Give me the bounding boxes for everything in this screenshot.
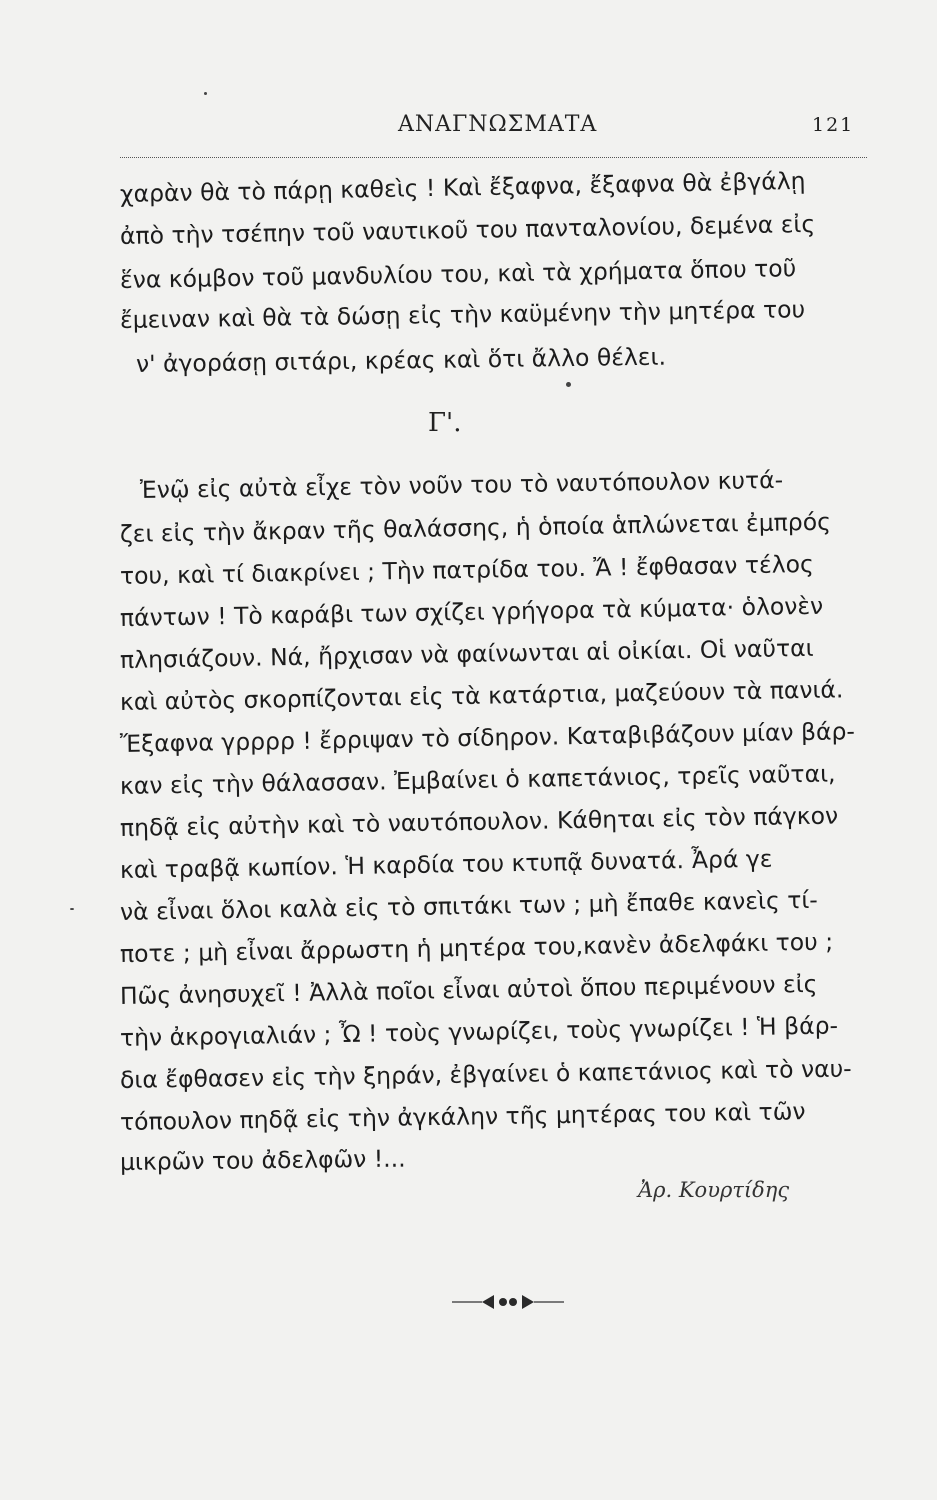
text-line: μικρῶν του ἀδελφῶν !...	[119, 1144, 406, 1176]
print-speck	[70, 908, 74, 910]
text-line: Ἐνῷ εἰς αὐτὰ εἶχε τὸν νοῦν του τὸ ναυτόπουλον κυτά-	[139, 465, 784, 504]
text-line: ἕνα κόμβον τοῦ μανδυλίου του, καὶ τὰ χρήματα ὅπου τοῦ	[119, 254, 797, 294]
text-line: ποτε ; μὴ εἶναι ἄρρωστη ἡ μητέρα του,κανὲν ἀδελφάκι του ;	[119, 927, 834, 968]
text-line: τὴν ἀκρογιαλιάν ; Ὦ ! τοὺς γνωρίζει, τοὺς γνωρίζει ! Ἡ βάρ-	[119, 1011, 839, 1052]
text-line: ν' ἀγοράσῃ σιτάρι, κρέας καὶ ὅτι ἄλλο θέλει.	[135, 342, 667, 378]
text-line: πάντων ! Τὸ καράβι των σχίζει γρήγορα τὰ κύματα· ὁλονὲν	[119, 591, 824, 632]
text-line: ζει εἰς τὴν ἄκραν τῆς θαλάσσης, ἡ ὁποία ἁπλώνεται ἐμπρός	[119, 507, 832, 548]
print-speck	[204, 92, 207, 95]
text-line: καὶ αὐτὸς σκορπίζονται εἰς τὰ κατάρτια, μαζεύουν τὰ πανιά.	[119, 675, 844, 716]
text-line: δια ἔφθασεν εἰς τὴν ξηράν, ἐβγαίνει ὁ καπετάνιος καὶ τὸ ναυ-	[119, 1054, 852, 1094]
ornament-divider	[448, 1285, 568, 1319]
section-heading: Γ'.	[428, 408, 462, 438]
text-line: Ἔξαφνα γρρρρ ! ἔρριψαν τὸ σίδηρον. Καταβιβάζουν μίαν βάρ-	[119, 717, 856, 758]
page-number: 121	[812, 114, 855, 136]
text-line: ἔμειναν καὶ θὰ τὰ δώσῃ εἰς τὴν καϋμένην τὴν μητέρα του	[119, 295, 806, 334]
text-line: Πῶς ἀνησυχεῖ ! Ἀλλὰ ποῖοι εἶναι αὐτοὶ ὅπου περιμένουν εἰς	[119, 969, 818, 1010]
text-line: πηδᾷ εἰς αὐτὴν καὶ τὸ ναυτόπουλον. Κάθηται εἰς τὸν πάγκον	[119, 801, 839, 842]
running-head-title: ΑΝΑΓΝΩΣΜΑΤΑ	[398, 112, 598, 137]
text-line: νὰ εἶναι ὅλοι καλὰ εἰς τὸ σπιτάκι των ; μὴ ἔπαθε κανεὶς τί-	[119, 885, 819, 926]
header-rule	[120, 157, 867, 158]
print-speck	[566, 382, 571, 387]
text-line: χαρὰν θὰ τὸ πάρῃ καθεὶς ! Καὶ ἔξαφνα, ἔξαφνα θὰ ἐβγάλῃ	[119, 166, 806, 208]
running-head	[0, 112, 937, 142]
text-line: καν εἰς τὴν θάλασσαν. Ἐμβαίνει ὁ καπετάνιος, τρεῖς ναῦται,	[119, 759, 836, 800]
author-signature: Ἀρ. Κουρτίδης	[638, 1178, 790, 1202]
text-line: πλησιάζουν. Νά, ἤρχισαν νὰ φαίνωνται αἱ οἰκίαι. Οἱ ναῦται	[119, 633, 814, 674]
text-line: του, καὶ τί διακρίνει ; Τὴν πατρίδα του. Ἄ ! ἔφθασαν τέλος	[119, 549, 815, 590]
text-line: ἀπὸ τὴν τσέπην τοῦ ναυτικοῦ του πανταλονίου, δεμένα εἰς	[119, 209, 816, 250]
text-line: καὶ τραβᾷ κωπίον. Ἡ καρδία του κτυπᾷ δυνατά. Ἆρά γε	[119, 844, 773, 884]
text-line: τόπουλον πηδᾷ εἰς τὴν ἀγκάλην τῆς μητέρας του καὶ τῶν	[119, 1097, 806, 1136]
